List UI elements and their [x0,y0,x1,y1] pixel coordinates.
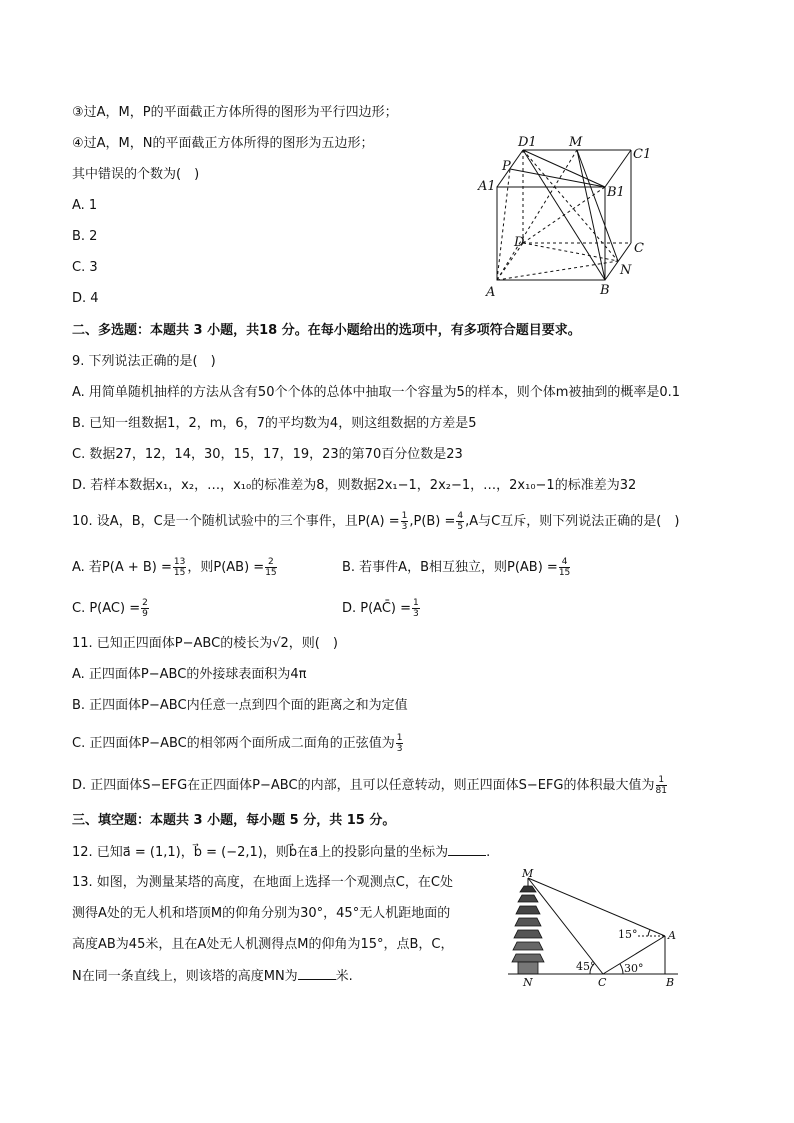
q11-option-b: B. 正四面体P−ABC内任意一点到四个面的距离之和为定值 [72,698,408,713]
q11-option-d: D. 正四面体S−EFG在正四面体P−ABC的内部，且可以任意转动，则正四面体S−EFG的体积最大值为 $\frac{1}{81}$ [72,775,667,796]
section-3-heading: 三、填空题：本题共 3 小题，每小题 5 分，共 15 分。 [72,813,396,828]
q9-stem: 9. 下列说法正确的是( ) [72,354,216,369]
label-p: P [502,159,511,174]
label-a1: A1 [478,179,496,194]
fraction-pa: $\frac{1}{3}$ [401,511,408,532]
label-m: M [569,135,583,150]
q10-option-d: D. P(AC̄) = $\frac{1}{3}$ [342,598,419,619]
tower-label-m: M [522,868,534,880]
q11-stem: 11. 已知正四面体P−ABC的棱长为√2，则( ) [72,636,338,651]
section-2-heading: 二、多选题：本题共 3 小题，共18 分。在每小题给出的选项中，有多项符合题目要求。 [72,323,581,338]
label-c: C [634,241,644,256]
q9-option-a: A. 用简单随机抽样的方法从含有50个个体的总体中抽取一个容量为5的样本，则个体m被抽到的概率是0.1 [72,385,681,400]
label-b1: B1 [607,185,625,200]
label-c1: C1 [633,147,652,162]
q8-item-4: ④过A，M，N的平面截正方体所得的图形为五边形； [72,136,374,151]
q8-option-a: A. 1 [72,198,98,213]
label-d: D [514,235,525,250]
q11-option-c: C. 正四面体P−ABC的相邻两个面所成二面角的正弦值为 $\frac{1}{3}$ [72,733,403,754]
q8-option-d: D. 4 [72,291,99,306]
cube-figure [470,132,660,302]
q9-option-b: B. 已知一组数据1，2，m，6，7的平均数为4，则这组数据的方差是5 [72,416,477,431]
q8-stem: 其中错误的个数为( ) [72,167,200,182]
label-a: A [486,285,496,300]
tower-label-n: N [523,976,533,989]
q13-line-2: 测得A处的无人机和塔顶M的仰角分别为30°，45°无人机距地面的 [72,906,451,921]
q9-option-d: D. 若样本数据x₁，x₂，…，x₁₀的标准差为8，则数据2x₁−1，2x₂−1，…，2x₁₀−1的标准差为32 [72,478,637,493]
tower-figure [498,868,688,990]
q13-line-4: N在同一条直线上，则该塔的高度MN为 米. [72,969,353,984]
q12-text: 12. 已知a⃗ = (1,1)，b⃗ = (−2,1)，则b⃗在a⃗上的投影向量的坐标为 . [72,845,491,860]
q11-option-a: A. 正四面体P−ABC的外接球表面积为4π [72,667,307,682]
tower-label-15deg: 15° [618,928,638,941]
q8-option-c: C. 3 [72,260,98,275]
q9-option-c: C. 数据27，12，14，30，15，17，19，23的第70百分位数是23 [72,447,463,462]
q13-line-1: 13. 如图，为测量某塔的高度，在地面上选择一个观测点C，在C处 [72,875,453,890]
label-d1: D1 [518,135,537,150]
tower-label-b: B [666,976,675,989]
q8-option-b: B. 2 [72,229,98,244]
q10-option-b: B. 若事件A，B相互独立，则P(AB) = $\frac{4}{15}$ [342,557,571,578]
tower-label-45deg: 45° [576,960,596,973]
tower-label-a: A [668,929,676,942]
q10-option-a: A. 若P(A + B) = $\frac{13}{15}$ ，则P(AB) = $\frac{2}{15}$ [72,557,277,578]
tower-label-c: C [598,976,607,989]
tower-label-30deg: 30° [624,962,644,975]
q13-line-3: 高度AB为45米，且在A处无人机测得点M的仰角为15°，点B，C， [72,937,454,952]
label-n: N [620,263,632,278]
q13-answer-blank [298,967,336,980]
q12-answer-blank [448,843,486,856]
q10-stem: 10. 设A，B，C是一个随机试验中的三个事件，且P(A) = $\frac{1}{3}$ ,P(B) = $\frac{4}{5}$ ,A与C互斥，则下列说法正确的是( ) [72,511,680,532]
q8-item-3: ③过A，M，P的平面截正方体所得的图形为平行四边形； [72,105,398,120]
q10-option-c: C. P(AC) = $\frac{2}{9}$ [72,598,148,619]
fraction-pb: $\frac{4}{5}$ [457,511,464,532]
label-b: B [600,283,610,298]
